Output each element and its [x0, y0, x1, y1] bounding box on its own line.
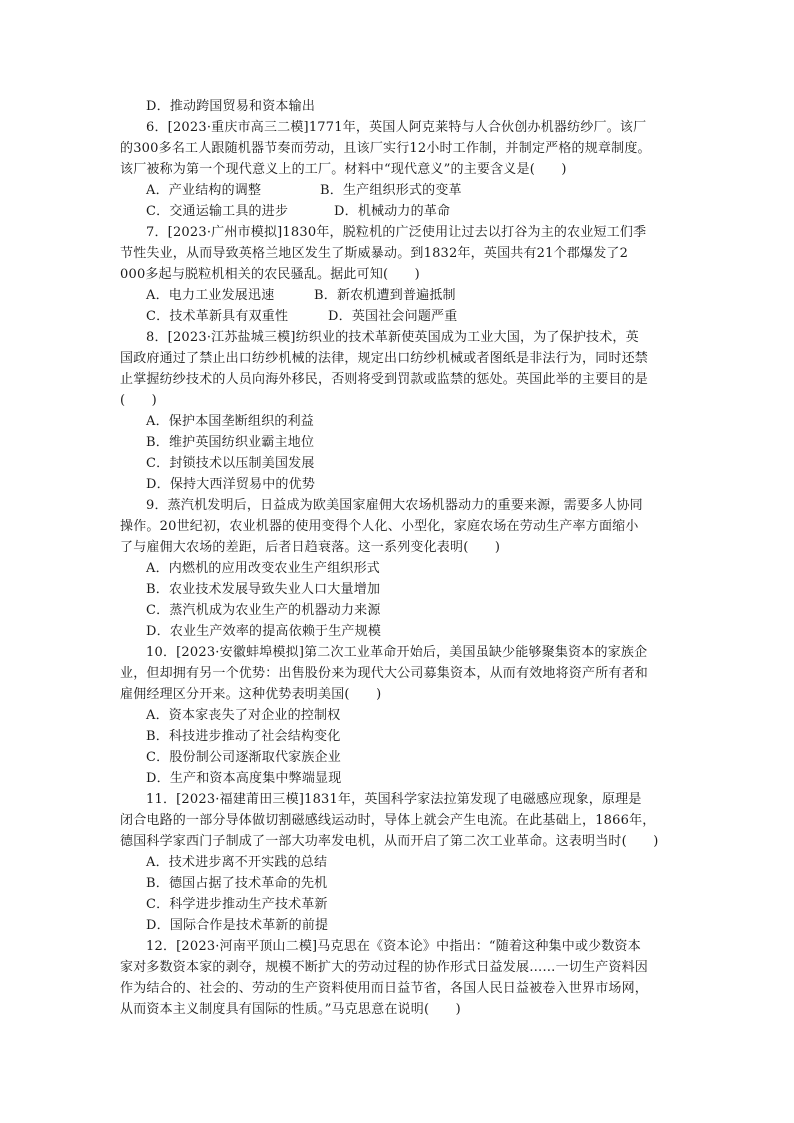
question-stem-line: 8．[2023·江苏盐城三模]纺织业的技术革新使英国成为工业大国，为了保护技术，英: [146, 330, 639, 345]
option-b: B．农业技术发展导致失业人口大量增加: [146, 582, 381, 597]
option-a: A．内燃机的应用改变农业生产组织形式: [146, 561, 380, 576]
question-stem-line: 11．[2023·福建莆田三模]1831年，英国科学家法拉第发现了电磁感应现象，原理是: [146, 792, 642, 807]
option-a: A．保护本国垄断组织的利益: [146, 414, 314, 429]
option-d: D．机械动力的革命: [334, 204, 451, 219]
option-d-q5: D．推动跨国贸易和资本输出: [146, 99, 316, 114]
question-stem-line: 止掌握纺纱技术的人员向海外移民，否则将受到罚款或监禁的惩处。英国此举的主要目的是: [120, 372, 649, 387]
question-10: [120, 642, 686, 789]
question-6: [120, 117, 686, 222]
question-stem-line: 德国科学家西门子制成了一部大功率发电机，从而开启了第二次工业革命。这表明当时( ): [120, 834, 659, 849]
option-d: D．保持大西洋贸易中的优势: [146, 477, 316, 492]
question-stem-line: 000多起与脱粒机相关的农民骚乱。据此可知( ): [120, 267, 420, 282]
question-stem-line: 节性失业，从而导致英格兰地区发生了斯威暴动。到1832年，英国共有21个郡爆发了2: [120, 246, 629, 261]
option-row: [120, 201, 686, 222]
option-row: [120, 180, 686, 201]
option-d: D．农业生产效率的提高依赖于生产规模: [146, 624, 382, 639]
option-row: [120, 285, 686, 306]
option-d: D．国际合作是技术革新的前提: [146, 918, 329, 933]
question-7: [120, 222, 686, 327]
question-stem-line: 7．[2023·广州市模拟]1830年，脱粒机的广泛使用让过去以打谷为主的农业短工们季: [146, 225, 647, 240]
option-b: B．新农机遭到普遍抵制: [314, 288, 456, 303]
option-c: C．股份制公司逐渐取代家族企业: [146, 750, 341, 765]
question-stem-line: 该厂被称为第一个现代意义上的工厂。材料中“现代意义”的主要含义是( ): [120, 162, 567, 177]
option-c: C．交通运输工具的进步: [146, 204, 289, 219]
option-c: C．科学进步推动生产技术革新: [146, 897, 328, 912]
option-c: C．技术革新具有双重性: [146, 309, 289, 324]
option-d: D．生产和资本高度集中弊端显现: [146, 771, 342, 786]
option-b: B．德国占据了技术革命的先机: [146, 876, 328, 891]
question-stem-line: 了与雇佣大农场的差距，后者日趋衰落。这一系列变化表明( ): [120, 540, 501, 555]
question-stem-line: 雇佣经理区分开来。这种优势表明美国( ): [120, 687, 382, 702]
question-stem-line: 国政府通过了禁止出口纺纱机械的法律，规定出口纺纱机械或者图纸是非法行为，同时还禁: [120, 351, 649, 366]
question-8: [120, 327, 686, 495]
question-stem-line: 12．[2023·河南平顶山二模]马克思在《资本论》中指出：“随着这种集中或少数资本: [146, 939, 641, 954]
option-b: B．生产组织形式的变革: [320, 183, 462, 198]
question-stem-line: 9．蒸汽机发明后，日益成为欧美国家雇佣大农场机器动力的重要来源，需要多人协同: [146, 498, 643, 513]
option-c: C．封锁技术以压制美国发展: [146, 456, 315, 471]
exam-page: [120, 96, 686, 1020]
option-d: D．英国社会问题严重: [328, 309, 458, 324]
question-9: [120, 495, 686, 642]
question-11: [120, 789, 686, 936]
question-stem-line: 的300多名工人跟随机器节奏而劳动，且该厂实行12小时工作制，并制定严格的规章制度。: [120, 141, 651, 156]
option-a: A．技术进步离不开实践的总结: [146, 855, 328, 870]
option-b: B．维护英国纺织业霸主地位: [146, 435, 315, 450]
question-stem-line: 作为结合的、社会的、劳动的生产资料使用而日益节省，各国人民日益被卷入世界市场网，: [120, 981, 649, 996]
question-stem-line: 10．[2023·安徽蚌埠模拟]第二次工业革命开始后，美国虽缺少能够聚集资本的家族企: [146, 645, 648, 660]
question-stem-line: 家对多数资本家的剥夺，规模不断扩大的劳动过程的协作形式日益发展……一切生产资料因: [120, 960, 649, 975]
option-c: C．蒸汽机成为农业生产的机器动力来源: [146, 603, 381, 618]
question-stem-line: 从而资本主义制度具有国际的性质。”马克思意在说明( ): [120, 1002, 461, 1017]
question-stem-line: 6．[2023·重庆市高三二模]1771年，英国人阿克莱特与人合伙创办机器纺纱厂。该厂: [146, 120, 647, 135]
option-a: A．电力工业发展迅速: [146, 288, 275, 303]
question-12: [120, 936, 686, 1020]
option-a: A．资本家丧失了对企业的控制权: [146, 708, 341, 723]
question-stem-line: 闭合电路的一部分导体做切割磁感线运动时，导体上就会产生电流。在此基础上，1866年，: [120, 813, 656, 828]
option-a: A．产业结构的调整: [146, 183, 262, 198]
question-stem-line: 操作。20世纪初，农业机器的使用变得个人化、小型化，家庭农场在劳动生产率方面缩小: [120, 519, 639, 534]
option-row: [120, 306, 686, 327]
question-stem-line: 业，但却拥有另一个优势：出售股份来为现代大公司募集资本，从而有效地将资产所有者和: [120, 666, 649, 681]
question-stem-line: ( ): [120, 393, 157, 408]
option-b: B．科技进步推动了社会结构变化: [146, 729, 341, 744]
